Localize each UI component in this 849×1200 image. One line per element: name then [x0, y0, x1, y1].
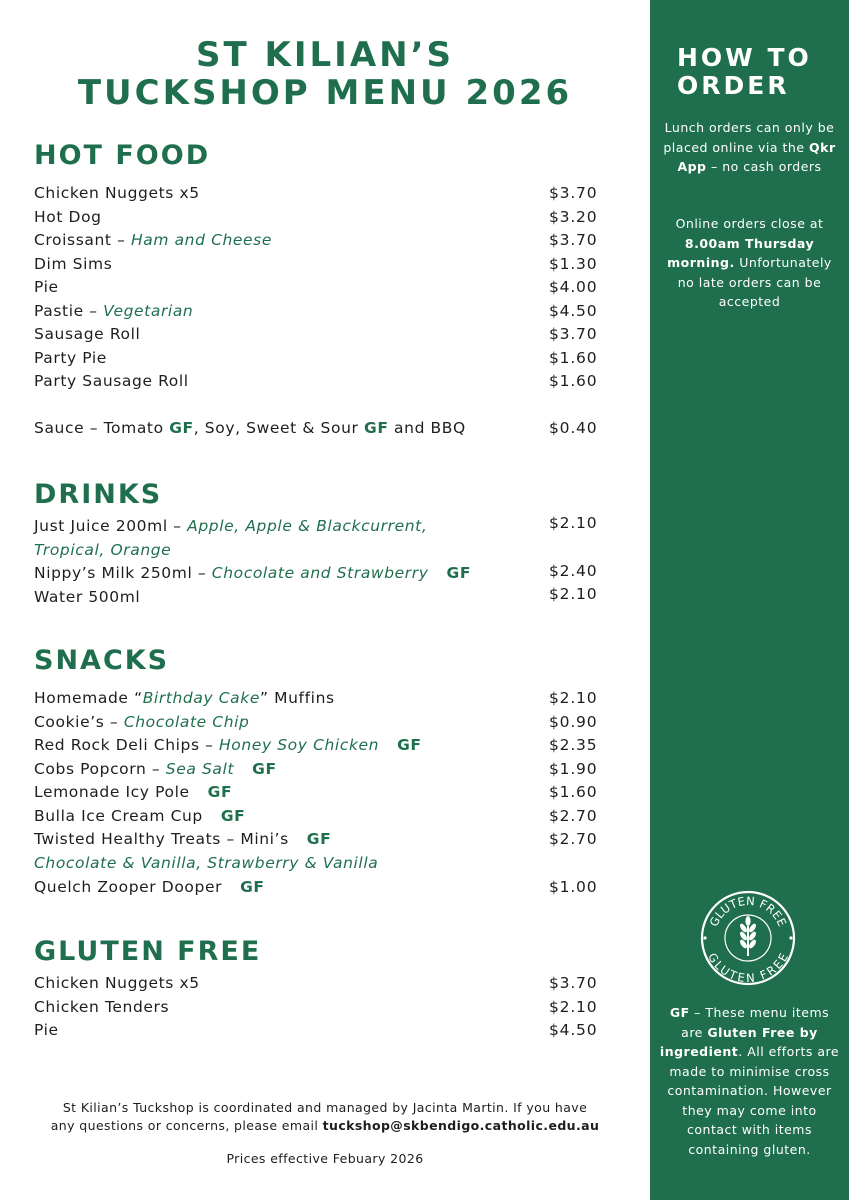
item-price: $1.30	[549, 255, 598, 273]
snacks-heading: SNACKS	[34, 645, 170, 676]
item-name: Sauce – Tomato GF, Soy, Sweet & Sour GF and BBQ	[34, 419, 466, 437]
item-name: Water 500ml	[34, 588, 141, 606]
wheat-icon	[739, 916, 758, 956]
menu-item-sauce	[34, 417, 614, 440]
gf-badge: GF	[207, 783, 233, 801]
menu-item	[34, 276, 614, 299]
menu-item	[34, 300, 614, 323]
item-name: Pie	[34, 278, 59, 296]
sidebar-title: HOW TO ORDER	[677, 43, 812, 100]
item-price: $2.40	[549, 562, 598, 580]
gluten-free-note: GF – These menu items are Gluten Free by ingredient. All efforts are made to minimise cross contamination. However they may come into contact with items containing gluten.	[659, 1005, 840, 1157]
item-name: Chicken Nuggets x5	[34, 974, 200, 992]
item-price: $2.10	[549, 514, 598, 532]
item-variant: Tropical, Orange	[34, 541, 172, 559]
item-price: $1.60	[549, 349, 598, 367]
gf-badge: GF	[220, 807, 246, 825]
gluten-free-heading: GLUTEN FREE	[34, 936, 262, 967]
item-name: Sausage Roll	[34, 325, 141, 343]
item-price: $3.20	[549, 208, 598, 226]
item-name: Chicken Tenders	[34, 998, 170, 1016]
item-price: $0.90	[549, 713, 598, 731]
gf-badge: GF	[240, 878, 265, 896]
menu-item	[34, 972, 614, 995]
menu-item	[34, 711, 614, 734]
item-price: $4.00	[549, 278, 598, 296]
menu-item	[34, 996, 614, 1019]
gf-badge: GF	[169, 419, 194, 437]
menu-item	[34, 876, 614, 899]
item-name: Pastie – Vegetarian	[34, 302, 194, 320]
menu-item-continued	[34, 852, 614, 875]
menu-item	[34, 229, 614, 252]
item-name: Chicken Nuggets x5	[34, 184, 200, 202]
item-name: Pie	[34, 1021, 59, 1039]
footer-contact: St Kilian’s Tuckshop is coordinated and managed by Jacinta Martin. If you have any questions or concerns, please email tuckshop@skbendigo.catholic.edu.au	[50, 1100, 600, 1133]
menu-item	[34, 347, 614, 370]
item-price: $2.35	[549, 736, 598, 754]
item-price: $3.70	[549, 184, 598, 202]
item-name: Cobs Popcorn – Sea Salt GF	[34, 760, 277, 778]
page-title: ST KILIAN’S TUCKSHOP MENU 2026	[77, 35, 573, 113]
drinks-heading: DRINKS	[34, 479, 163, 510]
item-name: Homemade “Birthday Cake” Muffins	[34, 689, 335, 707]
item-price: $4.50	[549, 1021, 598, 1039]
gf-badge: GF	[306, 830, 332, 848]
gf-badge: GF	[446, 564, 472, 582]
gf-badge: GF	[397, 736, 422, 754]
gf-badge: GF	[364, 419, 389, 437]
item-price: $2.70	[549, 830, 598, 848]
badge-text-bottom: GLUTEN FREE	[705, 950, 791, 985]
item-variant: Chocolate Chip	[123, 713, 250, 731]
item-price: $2.10	[549, 998, 598, 1016]
item-price: $2.70	[549, 807, 598, 825]
item-name: Nippy’s Milk 250ml – Chocolate and Strawberry GF	[34, 564, 472, 582]
menu-item	[34, 206, 614, 229]
menu-item	[34, 586, 614, 609]
item-price: $1.60	[549, 783, 598, 801]
contact-email-link[interactable]: tuckshop@skbendigo.catholic.edu.au	[322, 1118, 600, 1133]
menu-item	[34, 758, 614, 781]
menu-item	[34, 253, 614, 276]
item-name: Party Sausage Roll	[34, 372, 189, 390]
hot-food-heading: HOT FOOD	[34, 140, 211, 171]
item-name: Red Rock Deli Chips – Honey Soy Chicken GF	[34, 736, 422, 754]
item-price: $3.70	[549, 231, 598, 249]
item-variant: Ham and Cheese	[131, 231, 272, 249]
prices-note: Prices effective Febuary 2026	[226, 1151, 424, 1166]
item-variant: Sea Salt	[165, 760, 235, 778]
order-instructions: Lunch orders can only be placed online via the Qkr App – no cash orders	[663, 120, 836, 174]
item-price: $1.00	[549, 878, 598, 896]
item-price: $4.50	[549, 302, 598, 320]
gluten-free-badge	[700, 890, 796, 986]
item-variant: Chocolate and Strawberry	[211, 564, 429, 582]
item-name: Just Juice 200ml – Apple, Apple & Blackcurrent,	[34, 517, 428, 535]
menu-item	[34, 828, 614, 851]
item-price: $2.10	[549, 585, 598, 603]
item-price: $2.10	[549, 689, 598, 707]
menu-item	[34, 323, 614, 346]
item-variant: Vegetarian	[103, 302, 194, 320]
menu-item-continued	[34, 539, 614, 562]
order-deadline: Online orders close at 8.00am Thursday morning. Unfortunately no late orders can be accepted	[667, 216, 832, 309]
item-name: Hot Dog	[34, 208, 102, 226]
menu-item	[34, 781, 614, 804]
gf-badge: GF	[252, 760, 277, 778]
badge-text-top: GLUTEN FREE	[706, 893, 790, 929]
item-variant: Apple, Apple & Blackcurrent,	[187, 517, 428, 535]
item-name: Quelch Zooper Dooper GF	[34, 878, 265, 896]
item-price: $0.40	[549, 419, 598, 437]
item-variant: Chocolate & Vanilla, Strawberry & Vanilla	[34, 854, 379, 872]
item-price: $1.60	[549, 372, 598, 390]
item-name: Bulla Ice Cream Cup GF	[34, 807, 246, 825]
item-name: Party Pie	[34, 349, 107, 367]
item-price: $3.70	[549, 974, 598, 992]
menu-item	[34, 182, 614, 205]
menu-item	[34, 562, 614, 585]
item-name: Dim Sims	[34, 255, 113, 273]
menu-item	[34, 1019, 614, 1042]
how-to-order-sidebar	[650, 0, 849, 1200]
menu-item	[34, 370, 614, 393]
item-name: Cookie’s – Chocolate Chip	[34, 713, 250, 731]
item-price: $3.70	[549, 325, 598, 343]
menu-item	[34, 805, 614, 828]
item-variant: Birthday Cake	[142, 689, 260, 707]
item-price: $1.90	[549, 760, 598, 778]
item-name: Lemonade Icy Pole GF	[34, 783, 233, 801]
menu-item	[34, 734, 614, 757]
menu-item	[34, 515, 614, 538]
item-variant: Honey Soy Chicken	[219, 736, 380, 754]
menu-item	[34, 687, 614, 710]
item-name: Croissant – Ham and Cheese	[34, 231, 272, 249]
item-name: Twisted Healthy Treats – Mini’s GF	[34, 830, 332, 848]
